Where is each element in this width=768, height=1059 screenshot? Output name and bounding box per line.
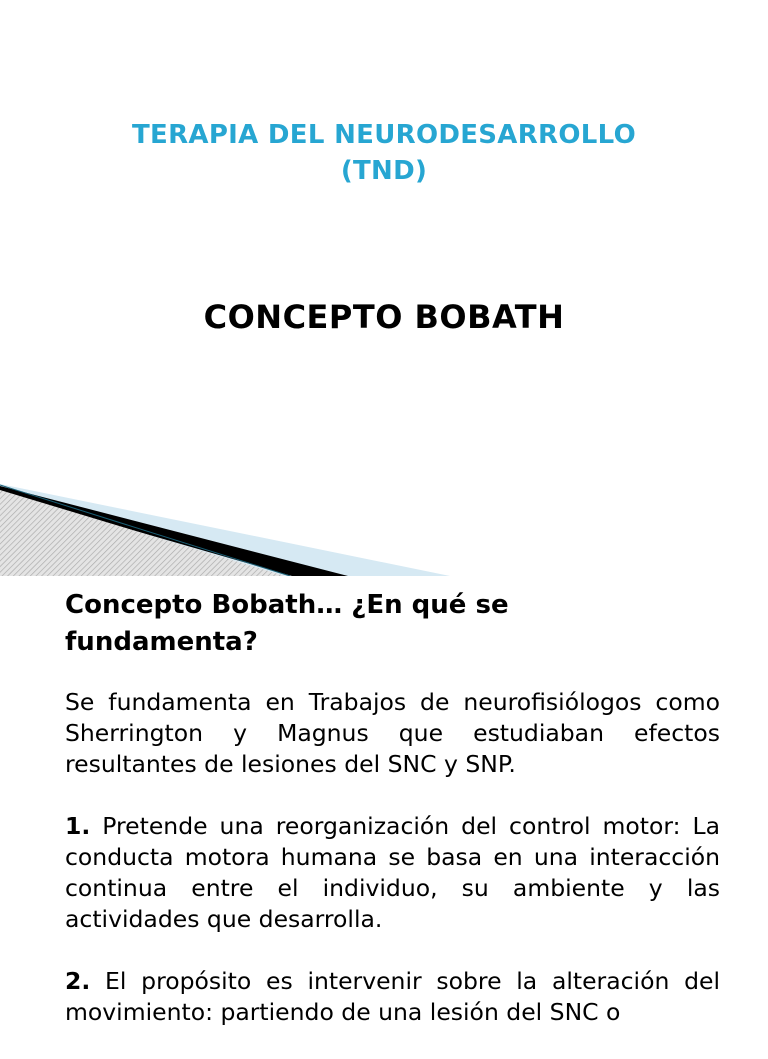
slide-title-line1: TERAPIA DEL NEURODESARROLLO: [131, 120, 636, 150]
point-1-text: Pretende una reorganización del control motor: La conducta motora humana se basa en una interacción continua entre el individuo, su ambiente y las actividades que desarrolla.: [65, 812, 720, 933]
content-body: [65, 687, 720, 1059]
slide-title: [0, 117, 768, 189]
content-slide: [0, 576, 768, 1024]
content-heading-line2: fundamenta?: [65, 627, 258, 657]
point-2-paragraph: [65, 966, 720, 1028]
point-2-text: El propósito es intervenir sobre la alteración del movimiento: partiendo de una lesión del SNC o: [65, 967, 720, 1026]
point-1-number: 1.: [65, 812, 91, 840]
content-heading-line1: Concepto Bobath… ¿En qué se: [65, 590, 509, 620]
content-heading: [65, 587, 705, 661]
slide-subtitle: CONCEPTO BOBATH: [203, 298, 565, 336]
slide-title-line2: (TND): [340, 156, 428, 186]
point-2-number: 2.: [65, 967, 91, 995]
decorative-wave: [0, 470, 768, 576]
point-1-paragraph: [65, 811, 720, 935]
intro-paragraph: Se fundamenta en Trabajos de neurofisiólogos como Sherrington y Magnus que estudiaban efectos resultantes de lesiones del SNC y SNP.: [65, 688, 720, 778]
